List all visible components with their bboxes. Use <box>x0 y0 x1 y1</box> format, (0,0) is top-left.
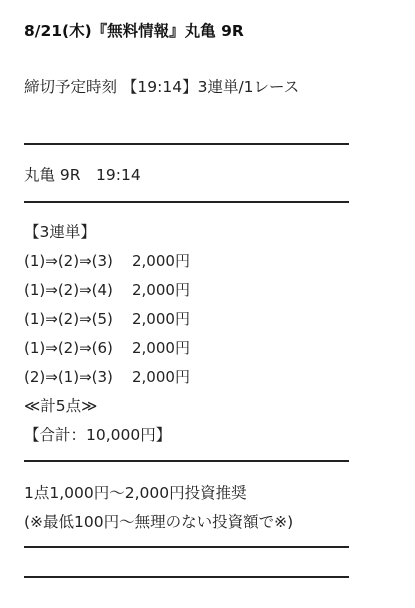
divider-2 <box>24 201 349 203</box>
bet-combo: (1)⇒(2)⇒(3) <box>24 252 113 270</box>
bet-row <box>24 251 190 271</box>
bet-combo: (1)⇒(2)⇒(4) <box>24 281 113 299</box>
deadline-text: 締切予定時刻 【19:14】3連単/1レース <box>24 78 300 96</box>
bet-amount: 2,000円 <box>132 339 190 357</box>
bet-row <box>24 367 190 387</box>
bet-amount: 2,000円 <box>132 252 190 270</box>
total-amount: 【合計：10,000円】 <box>24 426 172 444</box>
divider-5 <box>24 576 349 578</box>
bet-row <box>24 338 190 358</box>
bet-combo: (1)⇒(2)⇒(6) <box>24 339 113 357</box>
race-info: 丸亀 9R 19:14 <box>24 166 141 184</box>
bet-amount: 2,000円 <box>132 281 190 299</box>
bet-row <box>24 280 190 300</box>
divider-3 <box>24 460 349 462</box>
bet-combo: (2)⇒(1)⇒(3) <box>24 368 113 386</box>
points-count: ≪計5点≫ <box>24 397 98 415</box>
bet-combo: (1)⇒(2)⇒(5) <box>24 310 113 328</box>
bet-type-label: 【3連単】 <box>24 223 96 241</box>
bet-amount: 2,000円 <box>132 368 190 386</box>
page-title: 8/21(木)『無料情報』丸亀 9R <box>24 22 244 40</box>
divider-1 <box>24 143 349 145</box>
divider-4 <box>24 546 349 548</box>
investment-recommendation: 1点1,000円～2,000円投資推奨 <box>24 484 247 502</box>
bet-amount: 2,000円 <box>132 310 190 328</box>
investment-note: (※最低100円～無理のない投資額で※) <box>24 513 294 531</box>
bet-row <box>24 309 190 329</box>
